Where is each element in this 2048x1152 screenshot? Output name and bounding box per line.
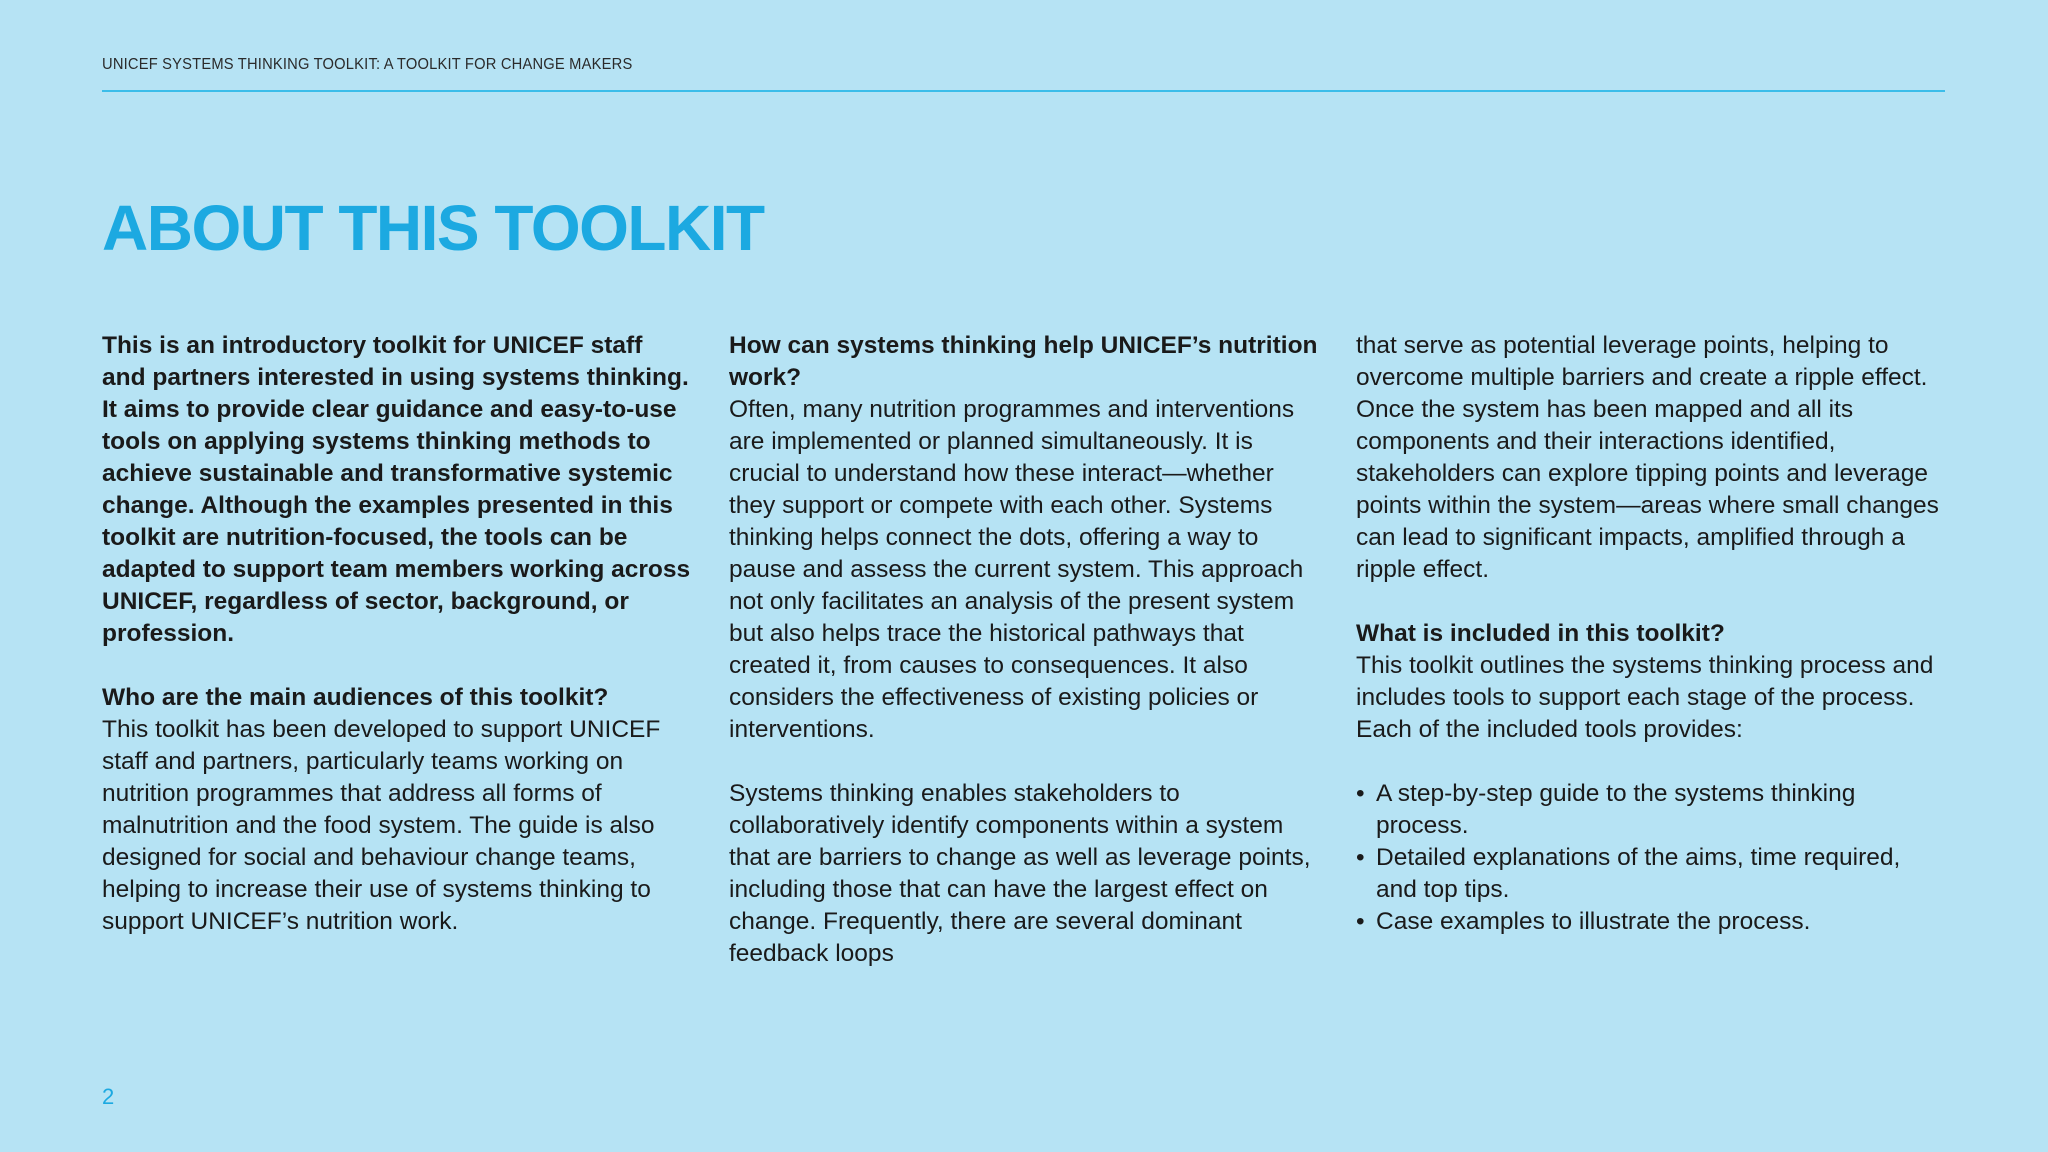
page-title: ABOUT THIS TOOLKIT bbox=[102, 192, 764, 264]
audiences-section bbox=[102, 682, 692, 938]
help-section bbox=[729, 330, 1319, 746]
text-column-3 bbox=[1356, 330, 1946, 938]
included-body: This toolkit outlines the systems thinking process and includes tools to support each stage of the process. Each of the included tools provides: bbox=[1356, 652, 1934, 743]
help-body: Often, many nutrition programmes and interventions are implemented or planned simultaneously. It is crucial to understand how these interact—whether they support or compete with each other. Systems thinking helps connect the dots, offering a way to pause and assess the current system. This approach not only facilitates an analysis of the present system but also helps trace the historical pathways that created it, from causes to consequences. It also considers the effectiveness of existing policies or interventions. bbox=[729, 396, 1304, 743]
enables-paragraph: Systems thinking enables stakeholders to collaboratively identify components within a system that are barriers to change as well as leverage points, including those that can have the largest effect on change. Frequently, there are several dominant feedback loops bbox=[729, 780, 1311, 967]
intro-paragraph: This is an introductory toolkit for UNICEF staff and partners interested in using systems thinking. It aims to provide clear guidance and easy-to-use tools on applying systems thinking methods to achieve sustainable and transformative systemic change. Although the examples presented in this toolkit are nutrition-focused, the tools can be adapted to support team members working across UNICEF, regardless of sector, background, or profession. bbox=[102, 332, 691, 647]
continuation-paragraph: that serve as potential leverage points, helping to overcome multiple barriers and create a ripple effect. Once the system has been mapped and all its components and their interactions identified, stakeholders can explore tipping points and leverage points within the system—areas where small changes can lead to significant impacts, amplified through a ripple effect. bbox=[1356, 332, 1939, 583]
help-heading: How can systems thinking help UNICEF’s nutrition work? bbox=[729, 332, 1318, 391]
header-divider bbox=[102, 90, 1945, 92]
included-section bbox=[1356, 618, 1946, 746]
list-item-text: Detailed explanations of the aims, time required, and top tips. bbox=[1376, 844, 1901, 903]
audiences-body: This toolkit has been developed to support UNICEF staff and partners, particularly teams working on nutrition programmes that address all forms of malnutrition and the food system. The guide is also designed for social and behaviour change teams, helping to increase their use of systems thinking to support UNICEF’s nutrition work. bbox=[102, 716, 661, 935]
included-heading: What is included in this toolkit? bbox=[1356, 620, 1725, 647]
list-item bbox=[1356, 778, 1946, 842]
page-number: 2 bbox=[102, 1084, 115, 1109]
text-column-2 bbox=[729, 330, 1319, 1002]
bullet-icon: • bbox=[1356, 844, 1365, 871]
bullet-icon: • bbox=[1356, 780, 1365, 807]
bullet-icon: • bbox=[1356, 908, 1365, 935]
list-item-text: A step-by-step guide to the systems thinking process. bbox=[1376, 780, 1856, 839]
text-column-1 bbox=[102, 330, 692, 970]
audiences-heading: Who are the main audiences of this toolkit? bbox=[102, 684, 609, 711]
included-list bbox=[1356, 778, 1946, 938]
list-item-text: Case examples to illustrate the process. bbox=[1376, 908, 1811, 935]
list-item bbox=[1356, 842, 1946, 906]
running-header: UNICEF SYSTEMS THINKING TOOLKIT: A TOOLKIT FOR CHANGE MAKERS bbox=[102, 56, 633, 73]
list-item bbox=[1356, 906, 1946, 938]
